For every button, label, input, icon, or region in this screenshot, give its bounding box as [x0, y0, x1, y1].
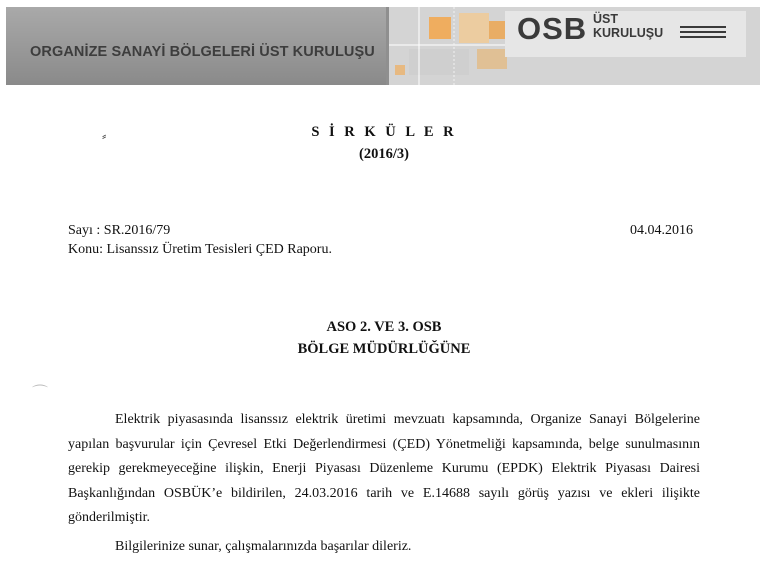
- osb-logo-subtitle: [593, 12, 663, 40]
- document-date: 04.04.2016: [630, 223, 693, 238]
- body-paragraph: Elektrik piyasasında lisanssız elektrik üretimi mevzuatı kapsamında, Organize Sanayi Bölgelerine yapılan başvurular için Çevresel Etki Değerlendirmesi (ÇED) Yönetmeliği kapsamında, belge sunulmasının gerekip gerekmeyeceğine ilişkin, Enerji Piyasası Düzenleme Kurumu (EPDK) Elektrik Piyasası Dairesi Başkanlığından OSBÜK’e bildirilen, 24.03.2016 tarih ve E.14688 sayılı görüş yazısı ve ekleri ilişikte gönderilmiştir.: [68, 412, 700, 525]
- document-body: [68, 408, 700, 559]
- logo-sub-line2: KURULUŞU: [593, 26, 664, 40]
- subject-line: Konu: Lisanssız Üretim Tesisleri ÇED Raporu.: [68, 242, 332, 257]
- osb-logo-text: OSB: [517, 11, 588, 46]
- document-number: (2016/3): [359, 146, 409, 162]
- logo-lines-icon: [680, 26, 726, 41]
- scan-arc: ⌒: [32, 385, 49, 402]
- logo-sub-line1: ÜST: [593, 12, 618, 26]
- addressee-line-2: BÖLGE MÜDÜRLÜĞÜNE: [297, 341, 471, 357]
- closing-paragraph: Bilgilerinize sunar, çalışmalarınızda başarılar dileriz.: [115, 538, 412, 554]
- document-title: S İ R K Ü L E R: [311, 124, 457, 140]
- addressee-line-1: ASO 2. VE 3. OSB: [326, 319, 442, 335]
- reference-number: Sayı : SR.2016/79: [68, 223, 171, 238]
- organization-name: ORGANİZE SANAYİ BÖLGELERİ ÜST KURULUŞU: [30, 44, 375, 60]
- scan-speck: ⸗: [102, 128, 107, 143]
